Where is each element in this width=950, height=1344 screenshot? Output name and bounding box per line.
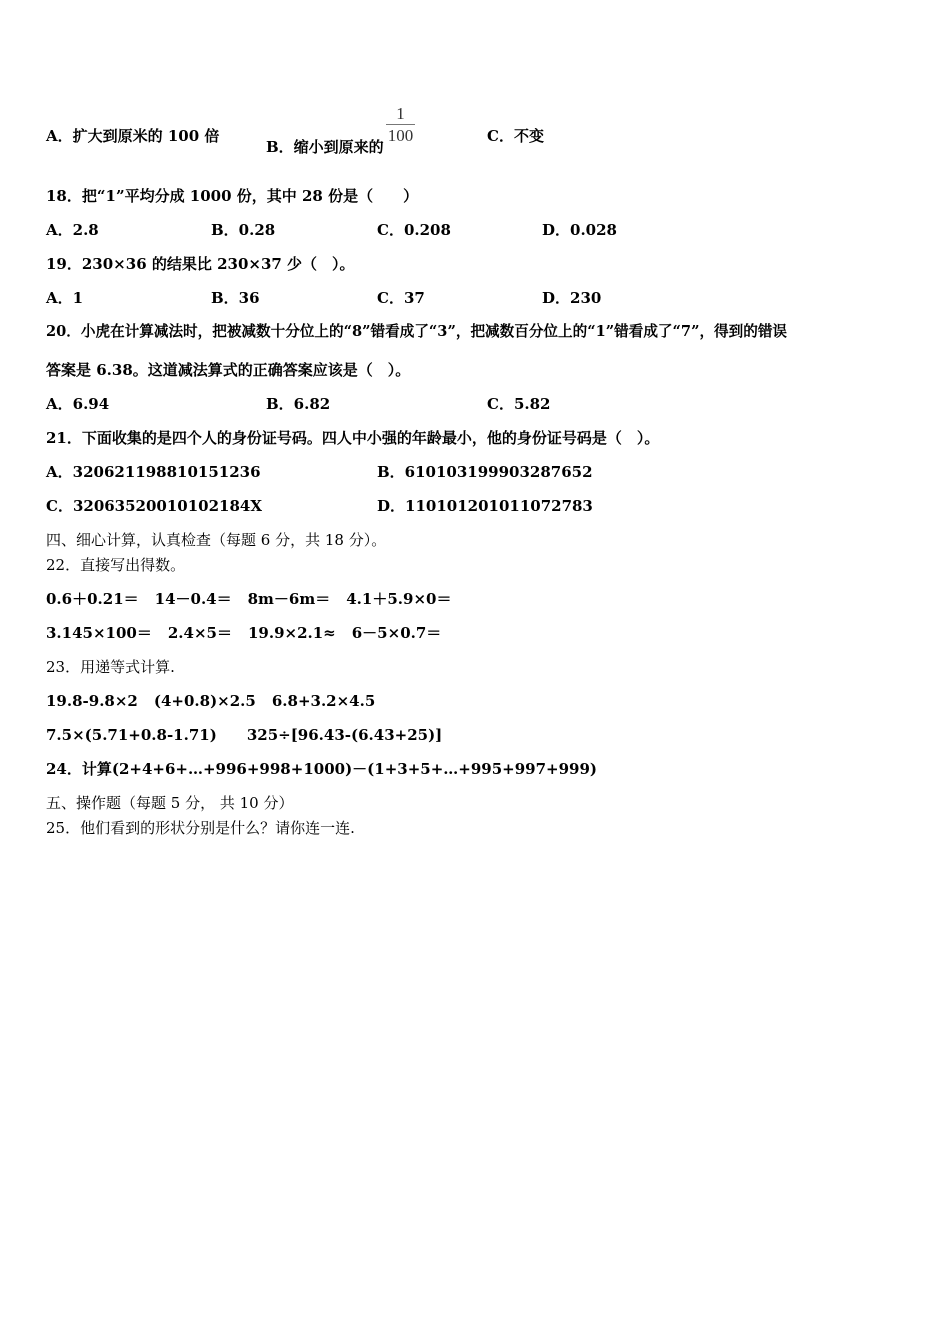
q21-options-row1: [46, 462, 906, 482]
q23-expr: 7.5×(5.71+0.8-1.71): [46, 726, 217, 744]
q20-option-b[interactable]: B．6.82: [266, 395, 331, 413]
q21-option-c[interactable]: C．32063520010102184X: [46, 497, 263, 515]
fraction-numerator: 1: [386, 104, 416, 125]
q23-row1: [46, 691, 375, 711]
q18-option-c[interactable]: C．0.208: [377, 221, 451, 239]
q23-expr: 325÷[96.43-(6.43+25)]: [246, 726, 443, 744]
q24-stem: 24．计算(2+4+6+…+996+998+1000)－(1+3+5+…+995+997+999): [46, 760, 598, 778]
q22-expr: 14－0.4＝: [154, 590, 232, 608]
q20-stem-line1: 20．小虎在计算减法时，把被减数十分位上的“8”错看成了“3”，把减数百分位上的“1”错看成了“7”，得到的错误: [46, 323, 788, 340]
q17-option-c[interactable]: C．不变: [487, 127, 544, 145]
q22-expr: 8m－6m＝: [247, 590, 331, 608]
q20-stem-line2: 答案是 6.38。这道减法算式的正确答案应该是（ ）。: [46, 361, 411, 379]
q19-option-a[interactable]: A．1: [46, 289, 84, 307]
q18-options-row: [46, 220, 906, 240]
q19-options-row: [46, 288, 906, 308]
q23-row2: [46, 725, 442, 745]
q20-option-c[interactable]: C．5.82: [487, 395, 551, 413]
section-five-heading: 五、操作题（每题 5 分， 共 10 分）: [46, 794, 294, 812]
q23-expr: 6.8+3.2×4.5: [271, 692, 376, 710]
q22-expr: 0.6＋0.21＝: [46, 590, 139, 608]
q21-option-a[interactable]: A．320621198810151236: [46, 463, 261, 481]
q19-option-c[interactable]: C．37: [377, 289, 425, 307]
q21-options-row2: [46, 496, 906, 516]
q22-row2: [46, 623, 441, 643]
q18-option-a[interactable]: A．2.8: [46, 221, 99, 239]
q17-option-b[interactable]: [266, 102, 415, 156]
q18-option-d[interactable]: D．0.028: [542, 221, 617, 239]
q22-row1: [46, 589, 451, 609]
q23-expr: (4+0.8)×2.5: [153, 692, 256, 710]
q21-option-b[interactable]: B．610103199903287652: [377, 463, 593, 481]
q17-fraction: [386, 104, 416, 147]
q23-stem: 23．用递等式计算.: [46, 658, 175, 676]
q18-stem: 18．把“1”平均分成 1000 份，其中 28 份是（ ）: [46, 187, 419, 205]
q22-expr: 3.145×100＝: [46, 624, 152, 642]
q19-option-b[interactable]: B．36: [211, 289, 260, 307]
q20-option-a[interactable]: A．6.94: [46, 395, 110, 413]
q22-expr: 19.9×2.1≈: [247, 624, 336, 642]
q19-option-d[interactable]: D．230: [542, 289, 602, 307]
fraction-denominator: 100: [387, 126, 414, 145]
q22-expr: 6－5×0.7＝: [351, 624, 442, 642]
q17-option-b-label: B．缩小到原来的: [266, 137, 384, 156]
q20-options-row: [46, 394, 906, 414]
q23-expr: 19.8-9.8×2: [46, 692, 138, 710]
q22-expr: 4.1＋5.9×0＝: [346, 590, 452, 608]
q17-option-a[interactable]: A．扩大到原米的 100 倍: [46, 127, 220, 145]
section-four-heading: 四、细心计算，认真检查（每题 6 分，共 18 分）。: [46, 531, 387, 549]
q22-expr: 2.4×5＝: [167, 624, 232, 642]
q25-stem: 25．他们看到的形状分别是什么？请你连一连.: [46, 819, 355, 837]
q21-stem: 21．下面收集的是四个人的身份证号码。四人中小强的年龄最小，他的身份证号码是（ ）。: [46, 429, 660, 447]
q21-option-d[interactable]: D．110101201011072783: [377, 497, 593, 515]
q19-stem: 19．230×36 的结果比 230×37 少（ ）。: [46, 255, 355, 273]
q22-stem: 22．直接写出得数。: [46, 556, 186, 574]
q18-option-b[interactable]: B．0.28: [211, 221, 276, 239]
